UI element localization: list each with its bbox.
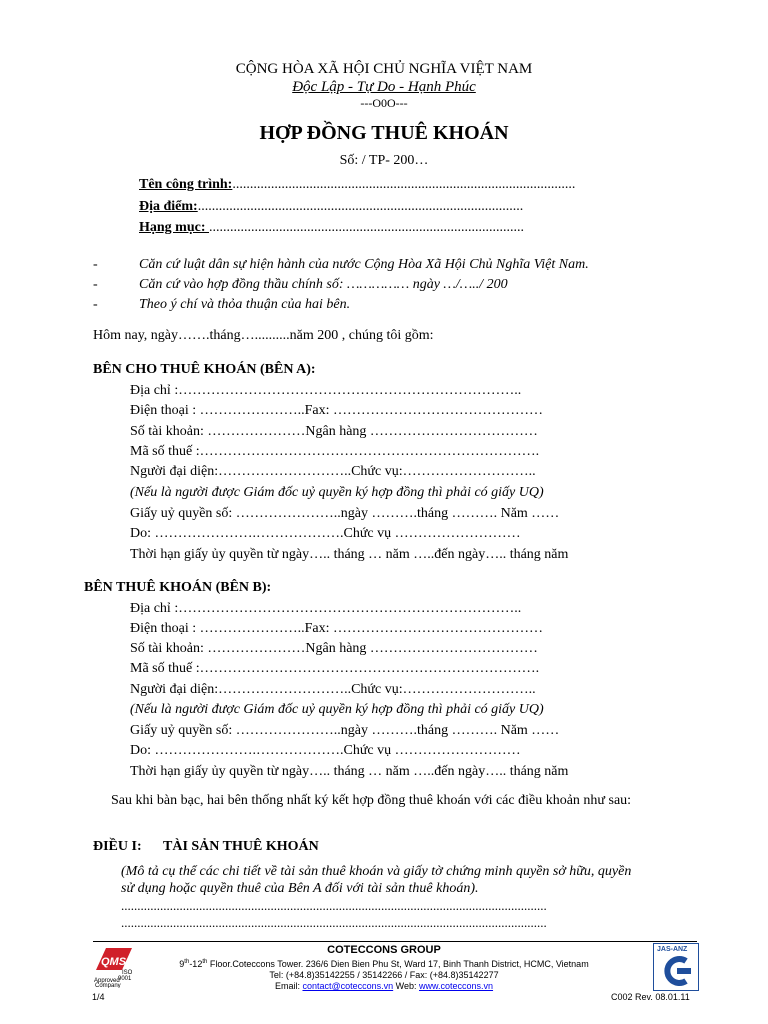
- article-1-title: TÀI SẢN THUÊ KHOÁN: [163, 839, 319, 854]
- footer-email-link[interactable]: contact@coteccons.vn: [302, 981, 394, 991]
- basis-bullet-3: -: [93, 297, 98, 312]
- party-a-phone: Điện thoại : …………………..Fax: ………………………………………: [130, 403, 543, 418]
- project-name-line: [139, 177, 575, 193]
- jas-anz-logo: [653, 943, 699, 991]
- party-b-representative: Người đại diện:………………………..Chức vụ:………………………..: [130, 682, 536, 697]
- footer-company-name: COTECCONS GROUP: [327, 944, 441, 956]
- agreement-statement: Sau khi bàn bạc, hai bên thống nhất ký kết hợp đồng thuê khoán với các điều khoản như sau:: [111, 793, 632, 808]
- qms-approved-text: Approved: [94, 978, 120, 984]
- footer-web-label: Web:: [393, 981, 420, 991]
- party-a-representative: Người đại diện:………………………..Chức vụ:………………………..: [130, 464, 536, 479]
- project-name-field[interactable]: ..................................................................................................: [232, 177, 576, 192]
- contract-number: Số: / TP- 200…: [339, 153, 429, 168]
- jas-logo-bar: [677, 968, 691, 974]
- party-b-authorized-by: Do: ………………….……………….Chức vụ ………………………: [130, 743, 521, 758]
- party-a-authorization-note: (Nếu là người được Giám đốc uỷ quyền ký hợp đồng thì phải có giấy UQ): [130, 485, 544, 500]
- party-a-tax-code: Mã số thuế :……………………………………………………………….: [130, 444, 540, 459]
- project-location-label: Địa điểm:: [139, 199, 198, 214]
- party-b-authorization-number: Giấy uỷ quyền số: …………………..ngày ……….tháng ………. Năm ……: [130, 723, 560, 738]
- project-name-label: Tên công trình:: [139, 177, 233, 192]
- article-1-description-line-1: (Mô tả cụ thể các chi tiết về tài sản thuê khoán và giấy tờ chứng minh quyền sở hữu, quyền: [121, 864, 632, 879]
- party-a-account: Số tài khoản: …………………Ngân hàng ………………………………: [130, 424, 538, 439]
- today-line: Hôm nay, ngày…….tháng…..........năm 200 , chúng tôi gồm:: [93, 328, 434, 343]
- project-item-field[interactable]: ..........................................................................................: [209, 220, 524, 235]
- jas-logo-text: JAS-ANZ: [657, 946, 688, 953]
- party-a-address: Địa chỉ :………………………………………………………………..: [130, 383, 522, 398]
- project-location-line: [139, 199, 523, 215]
- country-title: CỘNG HÒA XÃ HỘI CHỦ NGHĨA VIỆT NAM: [235, 61, 533, 77]
- footer-web-link[interactable]: www.coteccons.vn: [419, 981, 494, 991]
- basis-item-1: Căn cứ luật dân sự hiện hành của nước Cộng Hòa Xã Hội Chủ Nghĩa Việt Nam.: [139, 257, 589, 272]
- party-a-authorization-validity: Thời hạn giấy ủy quyền từ ngày….. tháng … năm …..đến ngày….. tháng năm: [130, 547, 569, 562]
- basis-bullet-1: -: [93, 257, 98, 272]
- article-1-number: ĐIỀU I:: [93, 839, 142, 854]
- basis-bullet-2: -: [93, 277, 98, 292]
- header-separator: ---O0O---: [360, 96, 408, 110]
- footer-email-label: Email:: [274, 981, 303, 991]
- footer-address: 9th-12th Floor.Coteccons Tower. 236/6 Dien Bien Phu St, Ward 17, Binh Thanh District, HCMC, Vietnam: [179, 959, 589, 969]
- page-number: 1/4: [92, 992, 105, 1002]
- qms-company-text: Company: [95, 983, 121, 988]
- article-1-description-line-2: sử dụng hoặc quyền thuê của Bên A đối với tài sản thuê khoán).: [121, 881, 479, 896]
- party-b-address: Địa chỉ :………………………………………………………………..: [130, 601, 522, 616]
- party-b-tax-code: Mã số thuế :……………………………………………………………….: [130, 661, 540, 676]
- party-a-heading: BÊN CHO THUÊ KHOÁN (BÊN A):: [93, 362, 316, 377]
- document-revision: C002 Rev. 08.01.11: [611, 992, 690, 1002]
- footer-phone-fax: Tel: (+84.8)35142255 / 35142266 / Fax: (+84.8)35142277: [269, 970, 499, 980]
- basis-item-2: Căn cứ vào hợp đồng thầu chính số: …………… ngày …/…../ 200: [139, 277, 508, 292]
- basis-item-3: Theo ý chí và thỏa thuận của hai bên.: [139, 297, 351, 312]
- party-b-account: Số tài khoản: …………………Ngân hàng ………………………………: [130, 641, 538, 656]
- qms-iso-text: ISO: [122, 970, 133, 976]
- national-motto: Độc Lập - Tự Do - Hạnh Phúc: [292, 79, 476, 95]
- qms-iso-number: 9001: [118, 976, 132, 982]
- party-a-authorization-number: Giấy uỷ quyền số: …………………..ngày ……….tháng ………. Năm ……: [130, 506, 560, 521]
- project-item-label: Hạng mục:: [139, 220, 209, 235]
- document-title: HỢP ĐỒNG THUÊ KHOÁN: [259, 122, 509, 144]
- qms-logo-text: QMS: [101, 956, 127, 968]
- footer-divider: [93, 941, 697, 942]
- party-b-authorization-validity: Thời hạn giấy ủy quyền từ ngày….. tháng … năm …..đến ngày….. tháng năm: [130, 764, 569, 779]
- party-b-heading: BÊN THUÊ KHOÁN (BÊN B):: [84, 580, 272, 595]
- article-1-fill-line-1[interactable]: ...................................................................................................................................: [121, 898, 547, 913]
- article-1-fill-line-2[interactable]: ...................................................................................................................................: [121, 915, 547, 930]
- project-location-field[interactable]: .............................................................................................: [197, 199, 524, 214]
- party-b-phone: Điện thoại : …………………..Fax: ………………………………………: [130, 621, 543, 636]
- project-item-line: [139, 220, 524, 236]
- party-b-authorization-note: (Nếu là người được Giám đốc uỷ quyền ký hợp đồng thì phải có giấy UQ): [130, 702, 544, 717]
- party-a-authorized-by: Do: ………………….……………….Chức vụ ………………………: [130, 526, 521, 541]
